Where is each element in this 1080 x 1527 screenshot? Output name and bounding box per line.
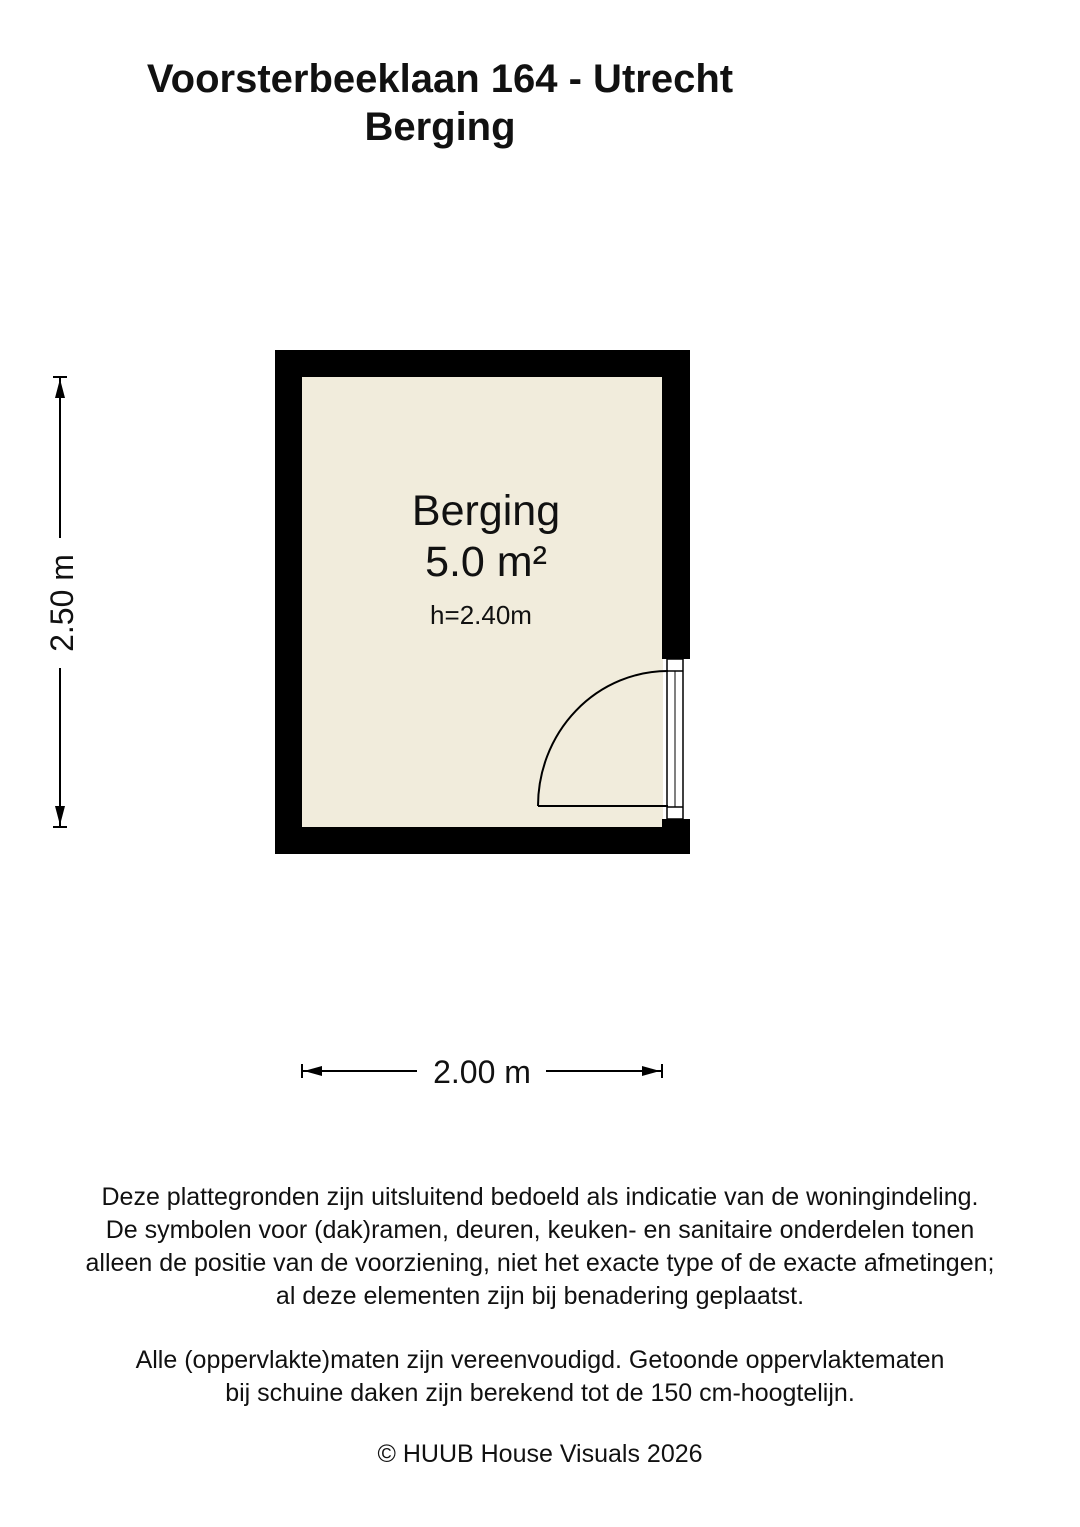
- vertical-dimension-label: 2.50 m: [44, 554, 80, 652]
- horizontal-dimension-label: 2.00 m: [433, 1054, 531, 1090]
- arrow-right-icon: [642, 1066, 660, 1076]
- disclaimer-line: bij schuine daken zijn berekend tot de 150 cm-hoogtelijn.: [225, 1379, 855, 1407]
- arrow-left-icon: [304, 1066, 322, 1076]
- vertical-dimension: [44, 377, 80, 827]
- disclaimer-line: De symbolen voor (dak)ramen, deuren, keuken- en sanitaire onderdelen tonen: [105, 1216, 975, 1244]
- disclaimer-line: alleen de positie van de voorziening, niet het exacte type of de exacte afmetingen;: [85, 1249, 995, 1277]
- disclaimer-line: Deze plattegronden zijn uitsluitend bedoeld als indicatie van de woningindeling.: [101, 1183, 979, 1211]
- room-area-label: 5.0 m²: [425, 538, 547, 586]
- disclaimer-line: Alle (oppervlakte)maten zijn vereenvoudigd. Getoonde oppervlaktematen: [135, 1346, 945, 1374]
- wall-right-upper: [662, 350, 690, 659]
- room-name-label: Berging: [411, 487, 561, 535]
- wall-right-lower: [662, 819, 690, 854]
- plan-title-floor: Berging: [364, 105, 516, 149]
- arrow-up-icon: [55, 379, 65, 398]
- plan-title-address: Voorsterbeeklaan 164 - Utrecht: [146, 57, 734, 101]
- disclaimer-line: al deze elementen zijn bij benadering geplaatst.: [275, 1282, 805, 1310]
- disclaimer-paragraph-1: [0, 1181, 1080, 1313]
- wall-bottom: [275, 827, 690, 854]
- copyright-notice: © HUUB House Visuals 2026: [377, 1440, 703, 1468]
- horizontal-dimension: [302, 1054, 662, 1090]
- wall-top: [275, 350, 690, 377]
- wall-left: [275, 350, 302, 854]
- disclaimer-paragraph-2: [0, 1344, 1080, 1410]
- room-height-label: h=2.40m: [430, 600, 532, 630]
- arrow-down-icon: [55, 806, 65, 825]
